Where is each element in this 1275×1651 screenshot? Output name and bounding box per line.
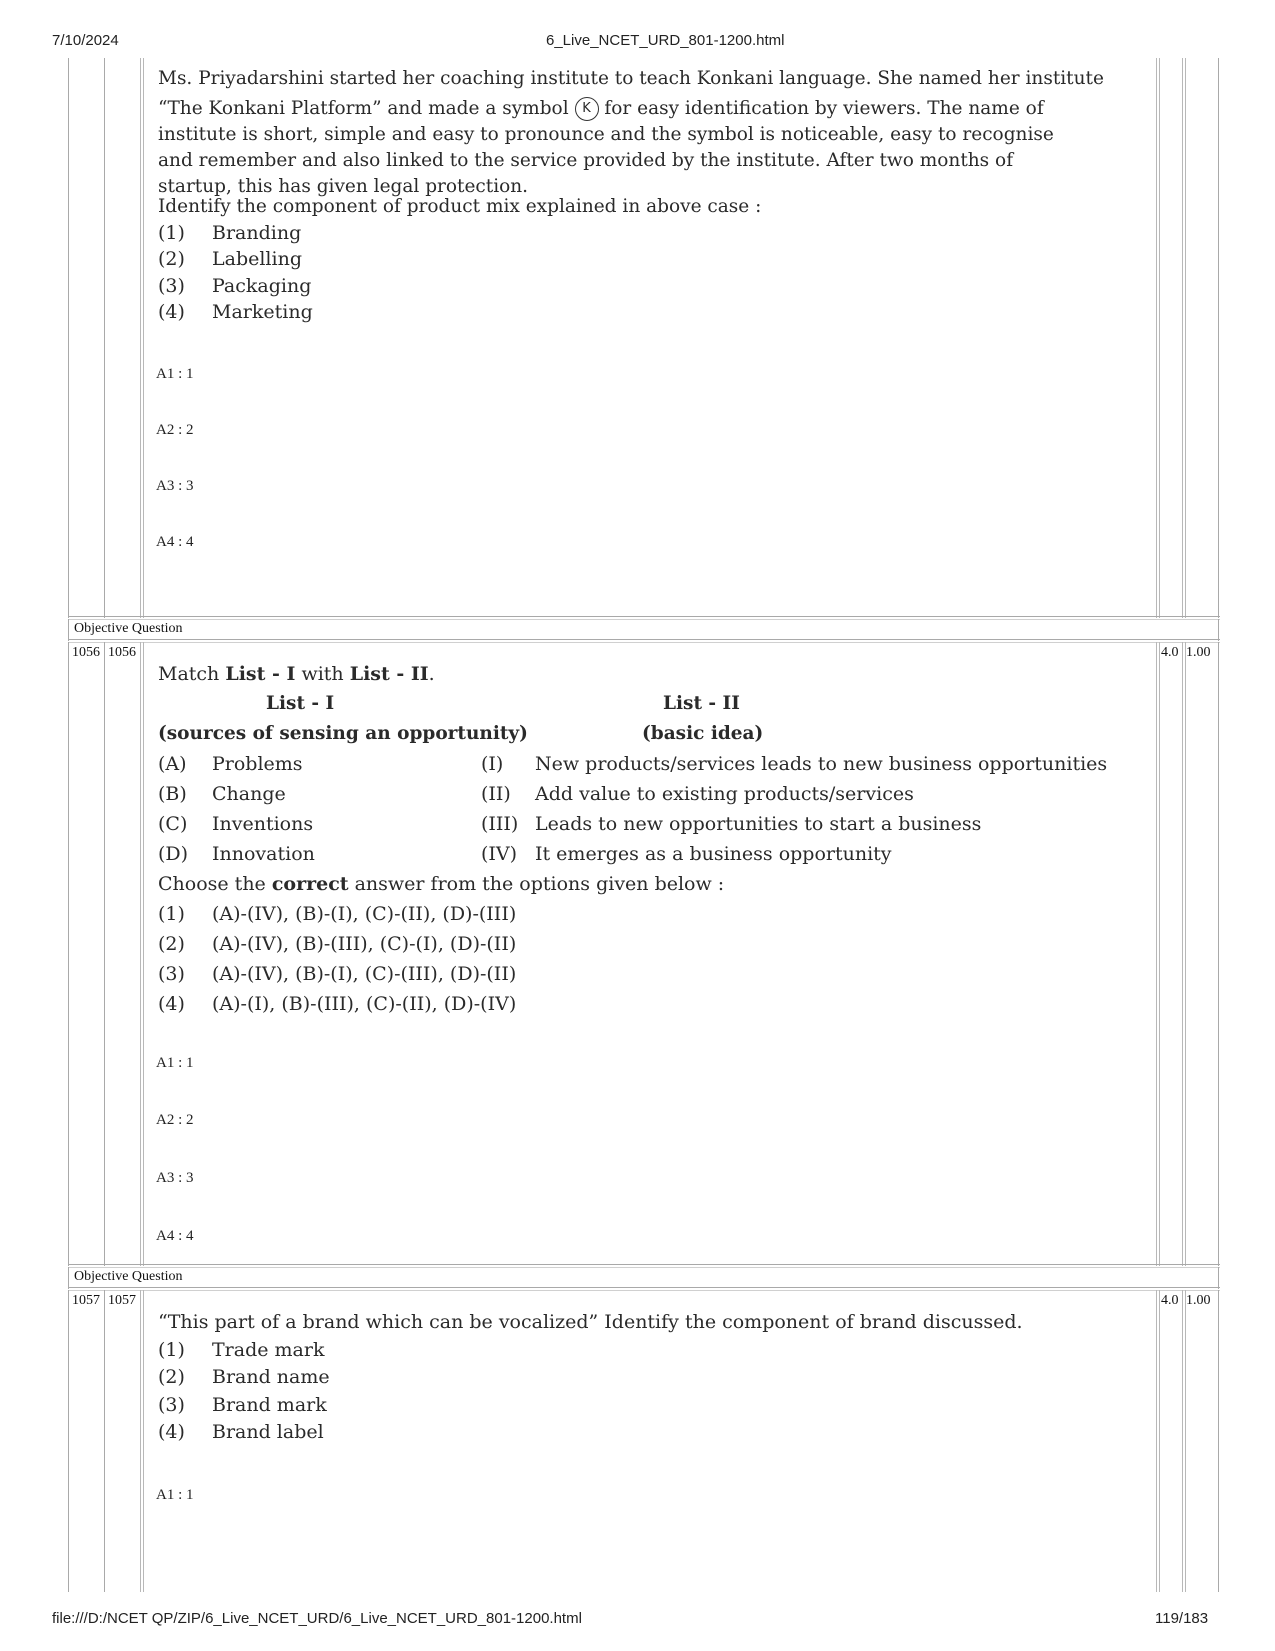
option-number: (4) (158, 993, 185, 1015)
option-text: Trade mark (212, 1339, 325, 1361)
question-1055-text-line2 (158, 97, 1044, 121)
question-1057-text: “This part of a brand which can be vocalized” Identify the component of brand discussed. (158, 1311, 1023, 1333)
list1-letter: (B) (158, 783, 187, 805)
list2-item: Add value to existing products/services (535, 783, 914, 805)
question-negative-marks: 1.00 (1186, 1293, 1211, 1308)
list1-item: Innovation (212, 843, 315, 865)
question-1055-option (158, 301, 313, 323)
list1-letter: (A) (158, 753, 187, 775)
question-1056-option (158, 993, 516, 1015)
print-date: 7/10/2024 (52, 32, 119, 49)
question-1057-option (158, 1339, 324, 1361)
question-marks: 4.0 (1161, 645, 1179, 660)
list1-letter: (C) (158, 813, 188, 835)
question-id: 1056 (108, 645, 136, 660)
match-row (481, 753, 1107, 775)
list2-item: Leads to new opportunities to start a business (535, 813, 982, 835)
intro-list2: List - II (349, 663, 429, 685)
option-number: (1) (158, 903, 185, 925)
table-border (1182, 1290, 1186, 1592)
table-border (1218, 642, 1219, 1266)
list1-item: Change (212, 783, 286, 805)
list2-subheading: (basic idea) (642, 723, 764, 744)
answer-option: A1 : 1 (156, 1487, 194, 1503)
question-1056-option (158, 903, 516, 925)
option-text: Brand name (212, 1366, 330, 1388)
table-border (68, 619, 69, 641)
table-border (140, 58, 144, 618)
option-text: Labelling (212, 248, 302, 270)
option-number: (2) (158, 1366, 185, 1388)
table-border (104, 1290, 105, 1592)
list2-item: It emerges as a business opportunity (535, 843, 892, 865)
list2-numeral: (IV) (481, 843, 518, 865)
question-1055-text-rest: institute is short, simple and easy to pronounce and the symbol is noticeable, easy to recognise and remember and also linked to the service provided by the institute. After two months of startup, this has given legal protection. (158, 124, 1054, 197)
option-number: (1) (158, 1339, 185, 1361)
option-text: Brand label (212, 1421, 324, 1443)
answer-option: A4 : 4 (156, 1228, 194, 1244)
table-border (104, 642, 105, 1266)
question-1055-option (158, 222, 301, 244)
table-border (68, 642, 69, 1266)
option-number: (3) (158, 275, 185, 297)
table-border (1156, 1290, 1160, 1592)
match-row (481, 783, 914, 805)
table-border (68, 1267, 69, 1289)
list2-numeral: (II) (481, 783, 511, 805)
option-number: (3) (158, 1394, 185, 1416)
question-type-label: Objective Question (74, 621, 183, 636)
table-border (1182, 58, 1186, 618)
table-border (104, 58, 105, 618)
option-text: Branding (212, 222, 302, 244)
list2-item: New products/services leads to new business opportunities (535, 753, 1108, 775)
answer-option: A3 : 3 (156, 1170, 194, 1186)
intro-text: with (295, 663, 350, 685)
choose-text: answer from the options given below : (348, 873, 725, 895)
question-type-row (68, 1267, 1220, 1289)
table-border (1218, 1267, 1219, 1289)
option-text: (A)-(IV), (B)-(III), (C)-(I), (D)-(II) (212, 933, 517, 955)
option-number: (3) (158, 963, 185, 985)
print-file-title: 6_Live_NCET_URD_801-1200.html (546, 32, 785, 49)
question-1057-option (158, 1366, 330, 1388)
option-text: Marketing (212, 301, 313, 323)
option-text: (A)-(IV), (B)-(I), (C)-(II), (D)-(III) (212, 903, 517, 925)
table-border (1182, 642, 1186, 1266)
option-text: Packaging (212, 275, 312, 297)
question-1056-choose (158, 873, 724, 895)
question-serial-number: 1057 (72, 1293, 100, 1308)
list2-numeral: (III) (481, 813, 519, 835)
choose-bold: correct (271, 873, 349, 895)
option-number: (1) (158, 222, 185, 244)
option-number: (4) (158, 1421, 185, 1443)
match-row (481, 813, 981, 835)
list1-item: Problems (212, 753, 303, 775)
option-number: (2) (158, 248, 185, 270)
list1-subheading: (sources of sensing an opportunity) (158, 723, 528, 744)
question-1055-text-line2-a: “The Konkani Platform” and made a symbol (158, 98, 569, 119)
option-text: (A)-(I), (B)-(III), (C)-(II), (D)-(IV) (212, 993, 517, 1015)
option-number: (2) (158, 933, 185, 955)
question-1056-intro (158, 663, 435, 685)
question-1055-option (158, 275, 311, 297)
answer-option: A2 : 2 (156, 1112, 194, 1128)
print-file-path: file:///D:/NCET QP/ZIP/6_Live_NCET_URD/6_Live_NCET_URD_801-1200.html (52, 1610, 582, 1627)
list1-heading: List - I (266, 693, 335, 714)
list2-heading: List - II (663, 693, 740, 714)
question-1055-option (158, 248, 302, 270)
question-type-label: Objective Question (74, 1269, 183, 1284)
question-1055-text-line2-b: for easy identification by viewers. The name of (604, 98, 1044, 119)
question-1056-option (158, 963, 516, 985)
match-row (158, 813, 313, 835)
question-1057-option (158, 1394, 327, 1416)
table-border (140, 1290, 144, 1592)
question-marks: 4.0 (1161, 1293, 1179, 1308)
table-border (1218, 58, 1219, 618)
question-serial-number: 1056 (72, 645, 100, 660)
match-row (481, 843, 892, 865)
choose-text: Choose the (158, 873, 272, 895)
list1-item: Inventions (212, 813, 314, 835)
table-border (68, 1290, 69, 1592)
intro-text: Match (158, 663, 226, 685)
table-border (68, 58, 69, 618)
print-page-number: 119/183 (1155, 1610, 1209, 1627)
match-row (158, 783, 286, 805)
answer-option: A2 : 2 (156, 422, 194, 438)
question-id: 1057 (108, 1293, 136, 1308)
answer-option: A1 : 1 (156, 1055, 194, 1071)
table-border (1156, 642, 1160, 1266)
question-type-row (68, 619, 1220, 641)
table-border (140, 642, 144, 1266)
konkani-symbol-icon: K (575, 97, 599, 121)
question-1056-option (158, 933, 516, 955)
question-negative-marks: 1.00 (1186, 645, 1211, 660)
list2-numeral: (I) (481, 753, 504, 775)
match-row (158, 843, 315, 865)
intro-text: . (428, 663, 435, 685)
question-1055-prompt: Identify the component of product mix explained in above case : (158, 196, 762, 217)
option-number: (4) (158, 301, 185, 323)
question-1057-option (158, 1421, 324, 1443)
match-row (158, 753, 303, 775)
table-border (1218, 1290, 1219, 1592)
table-border (1218, 619, 1219, 641)
intro-list1: List - I (225, 663, 296, 685)
table-border (1156, 58, 1160, 618)
answer-option: A3 : 3 (156, 478, 194, 494)
answer-option: A4 : 4 (156, 534, 194, 550)
list1-letter: (D) (158, 843, 189, 865)
answer-option: A1 : 1 (156, 366, 194, 382)
question-1055-text-line1: Ms. Priyadarshini started her coaching institute to teach Konkani language. She named her institute (158, 68, 1104, 89)
option-text: Brand mark (212, 1394, 327, 1416)
option-text: (A)-(IV), (B)-(I), (C)-(III), (D)-(II) (212, 963, 517, 985)
